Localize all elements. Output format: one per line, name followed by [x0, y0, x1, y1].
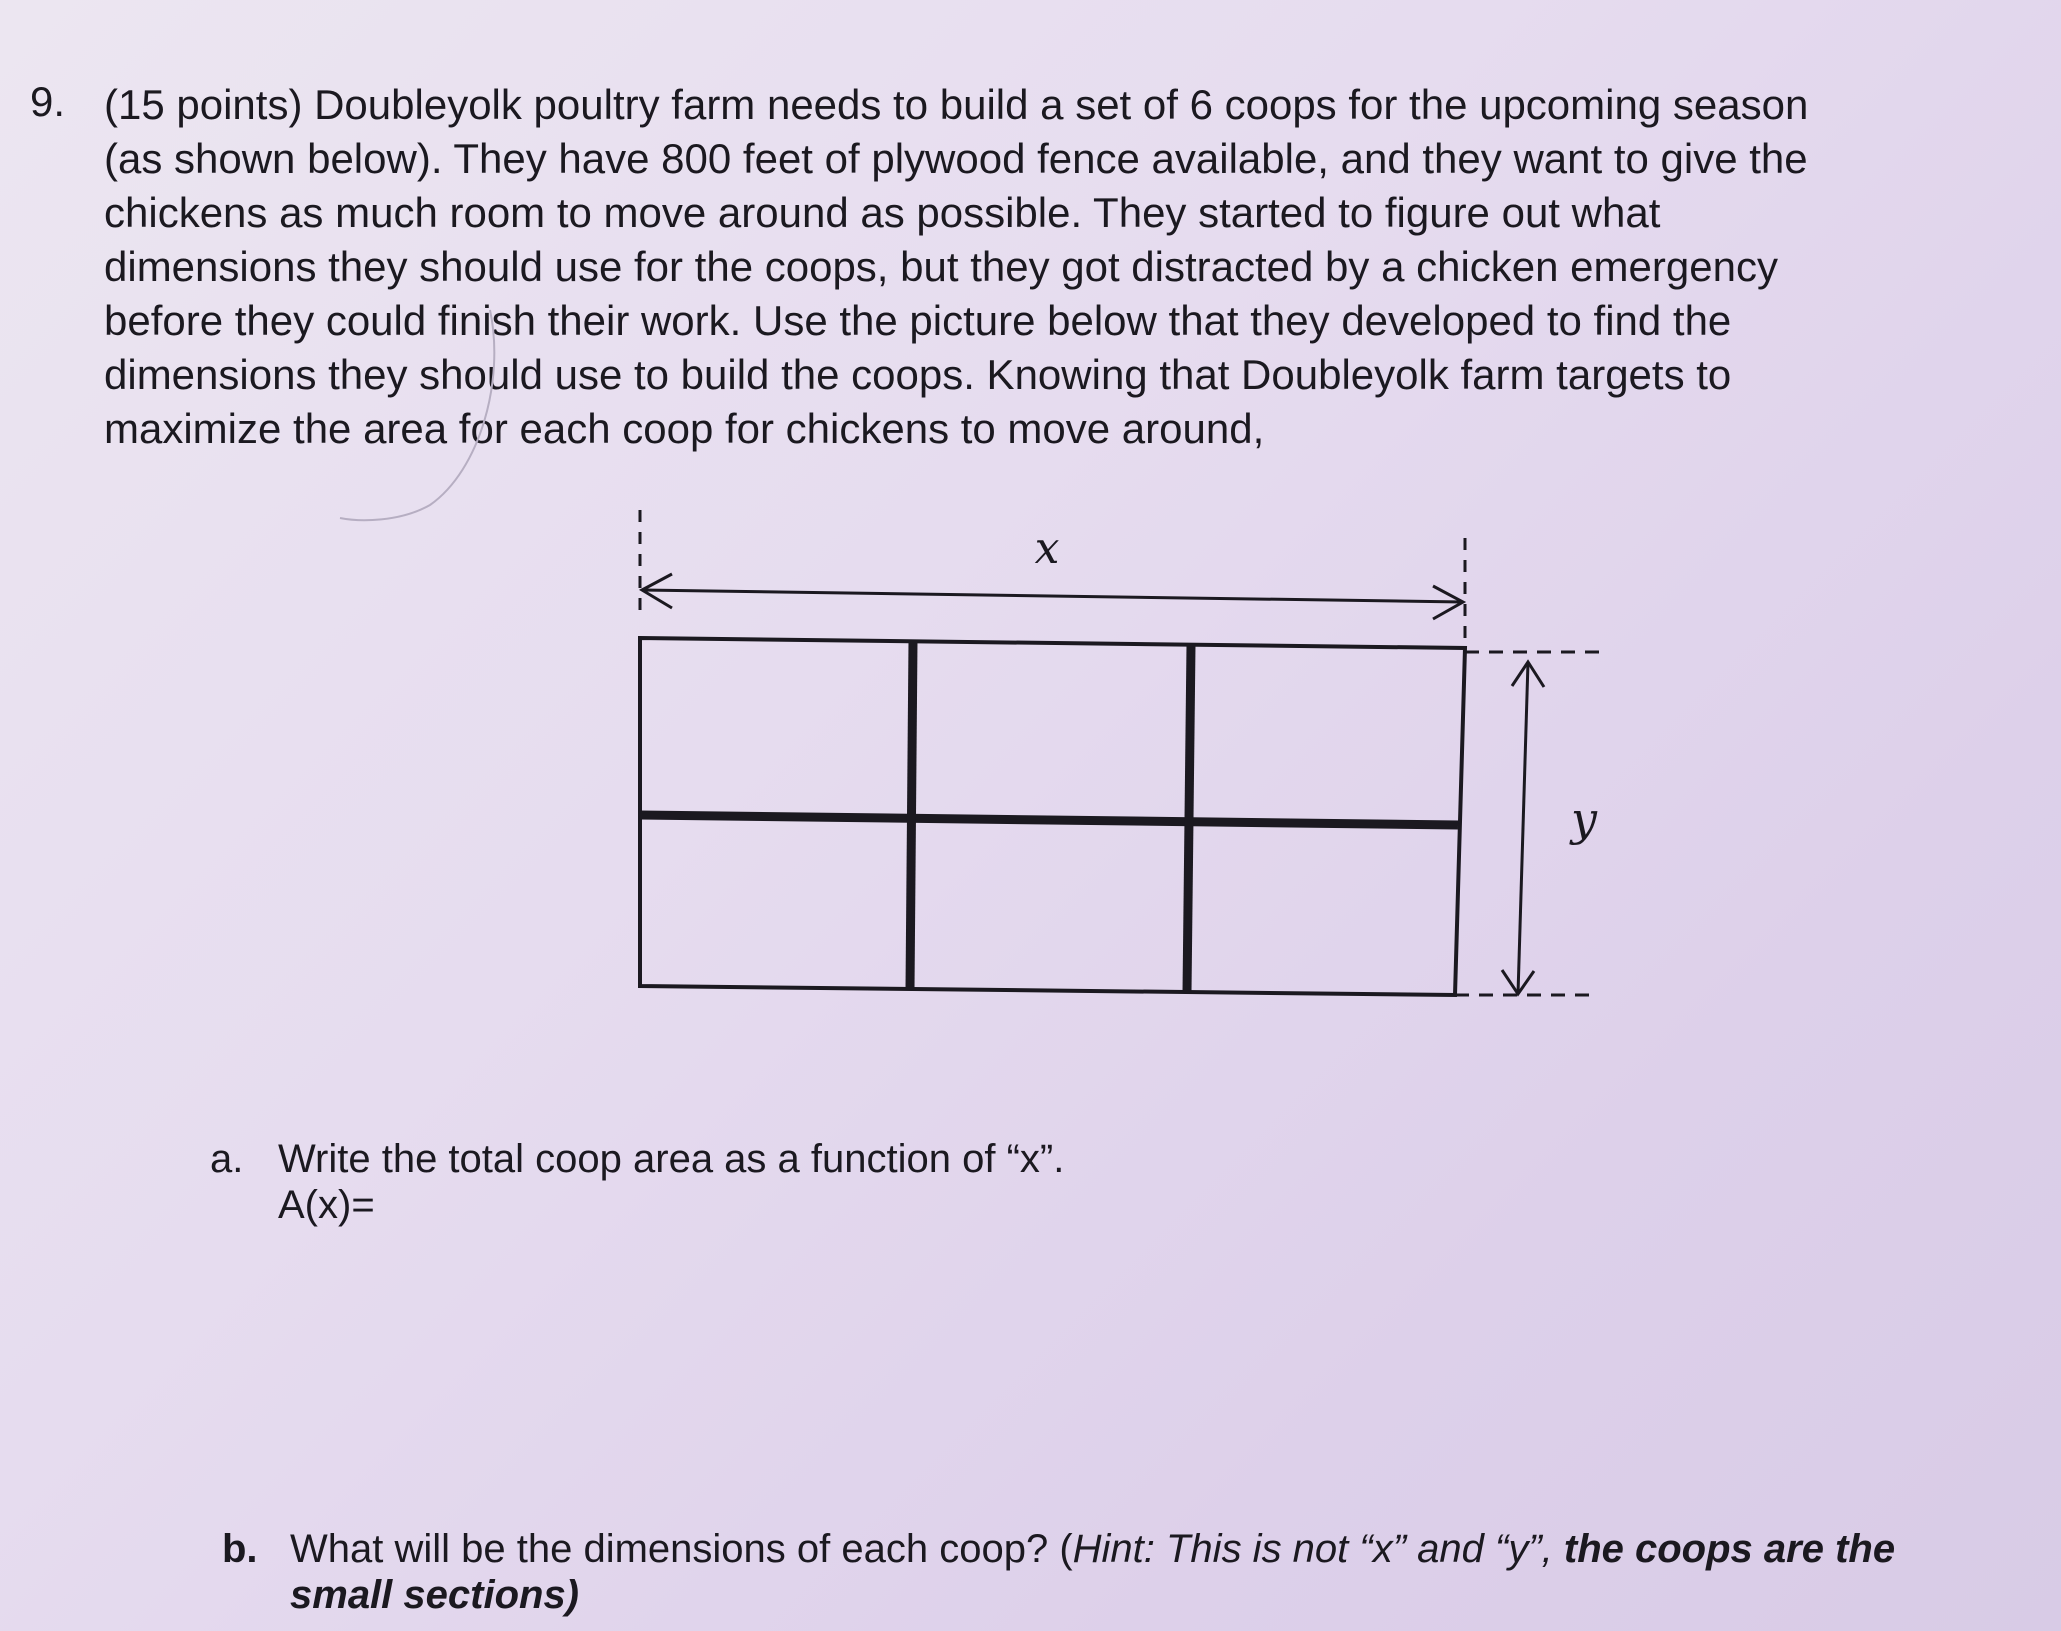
question-number: 9. [30, 78, 66, 125]
question-line: chickens as much room to move around as possible. They started to figure out what [104, 189, 1661, 236]
y-dimension-line [1518, 662, 1528, 994]
part-a-answer-prompt: A(x)= [278, 1183, 375, 1227]
y-label: y [1571, 792, 1597, 846]
part-a-label: a. [210, 1137, 244, 1181]
part-b-hint-bold: the coops are the small sections) [290, 1527, 1896, 1617]
question-line: maximize the area for each coop for chickens to move around, [104, 405, 1265, 452]
x-label: x [1034, 523, 1060, 574]
coop-vertical-divider-2 [1187, 645, 1191, 992]
part-b-question [290, 1526, 1990, 1618]
part-b-text-start: What will be the dimensions of each coop? ( [290, 1527, 1073, 1571]
question-line: (15 points) Doubleyolk poultry farm needs to build a set of 6 coops for the upcoming season [104, 81, 1809, 128]
coop-horizontal-divider [640, 815, 1458, 825]
pencil-scribble [330, 300, 530, 530]
coop-diagram [560, 510, 1640, 1030]
question-line: (as shown below). They have 800 feet of plywood fence available, and they want to give the [104, 135, 1808, 182]
coop-vertical-divider-1 [910, 641, 913, 989]
x-dimension-line [642, 590, 1463, 602]
part-b-hint: Hint: This is not “x” and “y”, [1072, 1527, 1564, 1571]
question-line: dimensions they should use for the coops, but they got distracted by a chicken emergency [104, 243, 1778, 290]
part-b-label: b. [222, 1527, 258, 1571]
question-line: dimensions they should use to build the coops. Knowing that Doubleyolk farm targets to [104, 351, 1732, 398]
question-line: before they could finish their work. Use the picture below that they developed to find the [104, 297, 1732, 344]
part-a-question: Write the total coop area as a function of “x”. [278, 1137, 1065, 1181]
